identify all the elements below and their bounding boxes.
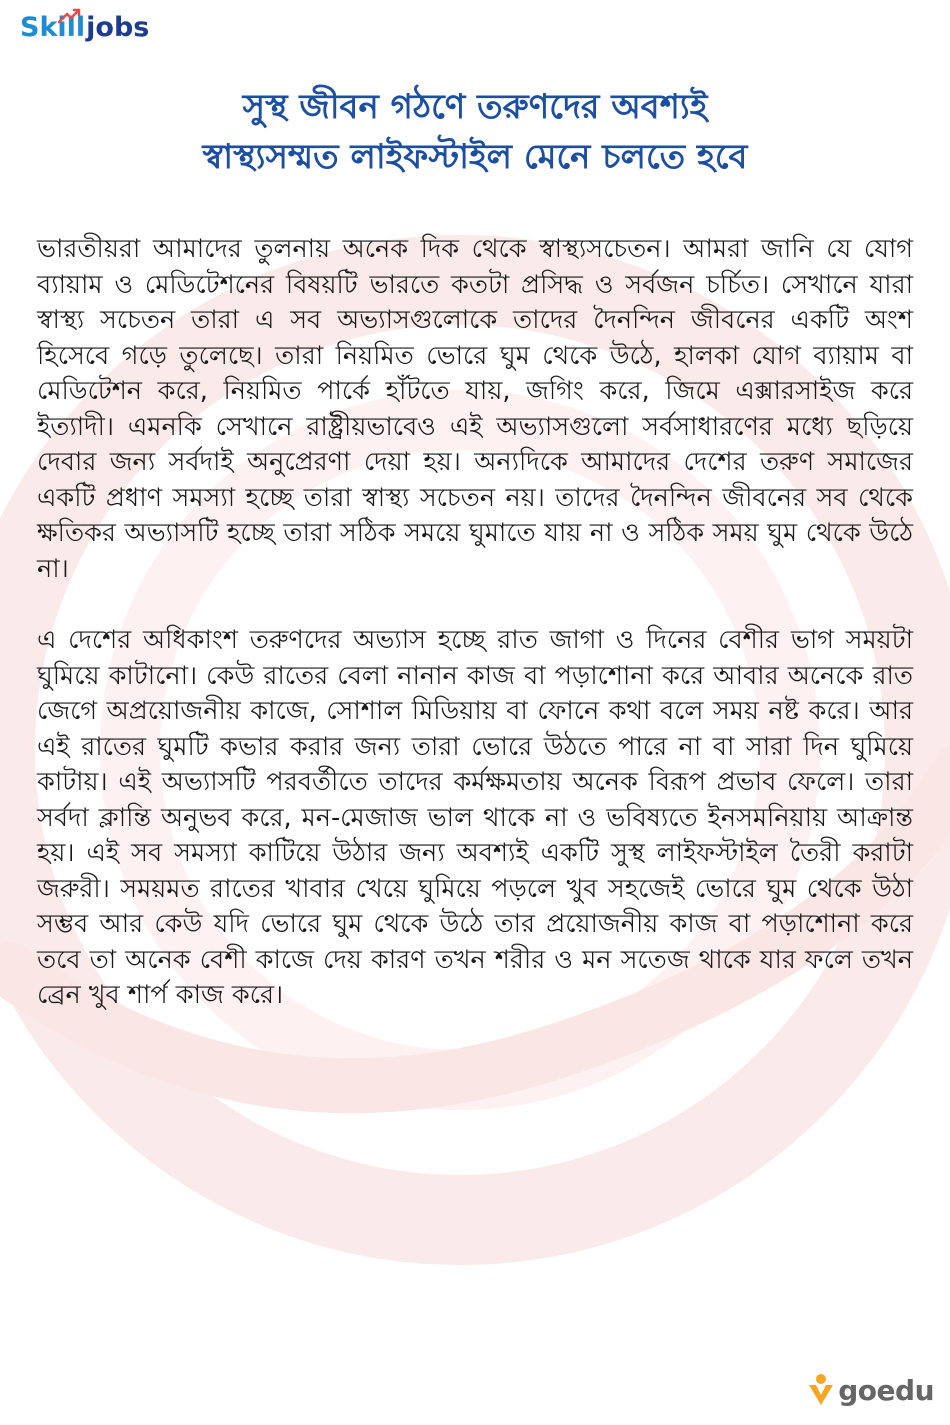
- paragraph-2: এ দেশের অধিকাংশ তরুণদের অভ্যাস হচ্ছে রাত জাগা ও দিনের বেশীর ভাগ সময়টা ঘুমিয়ে কাটানো। কেউ রাতের বেলা নানান কাজ বা পড়াশোনা করে আবার অনেকে রাত জেগে অপ্রয়োজনীয় কাজে, সোশাল মিডিয়ায় বা ফোনে কথা বলে সময় নষ্ট করে। আর এই রাতের ঘুমটি কভার করার জন্য তারা ভোরে উঠতে পারে না বা সারা দিন ঘুমিয়ে কাটায়। এই অভ্যাসটি পরবর্তীতে তাদের কর্মক্ষমতায় অনেক বিরূপ প্রভাব ফেলে। তারা সর্বদা ক্লান্তি অনুভব করে, মন-মেজাজ ভাল থাকে না ও ভবিষ্যতে ইনসমনিয়ায় আক্রান্ত হয়। এই সব সমস্যা কাটিয়ে উঠার জন্য অবশ্যই একটি সুস্থ লাইফস্টাইল তৈরী করাটা জরুরী। সময়মত রাতের খাবার খেয়ে ঘুমিয়ে পড়লে খুব সহজেই ভোরে ঘুম থেকে উঠা সম্ভব আর কেউ যদি ভোরে ঘুম থেকে উঠে তার প্রয়োজনীয় কাজ বা পড়াশোনা করে তবে তা অনেক বেশী কাজে দেয় কারণ তখন শরীর ও মন সতেজ থাকে যার ফলে তখন ব্রেন খুব শার্প কাজ করে।: [37, 625, 913, 1010]
- logo-text-jobs: jobs: [86, 12, 150, 43]
- article-body: [37, 232, 913, 1050]
- paragraph-1: ভারতীয়রা আমাদের তুলনায় অনেক দিক থেকে স্বাস্থ্যসচেতন। আমরা জানি যে যোগ ব্যায়াম ও মেডিটেশনের বিষয়টি ভারতে কতটা প্রসিদ্ধ ও সর্বজন চর্চিত। সেখানে যারা স্বাস্থ্য সচেতন তারা এ সব অভ্যাসগুলোকে তাদের দৈনন্দিন জীবনের একটি অংশ হিসেবে গড়ে তুলেছে। তারা নিয়মিত ভোরে ঘুম থেকে উঠে, হালকা যোগ ব্যায়াম বা মেডিটেশন করে, নিয়মিত পার্কে হাঁটতে যায়, জগিং করে, জিমে এক্সারসাইজ করে ইত্যাদী। এমনকি সেখানে রাষ্ট্রীয়ভাবেও এই অভ্যাসগুলো সর্বসাধারণের মধ্যে ছড়িয়ে দেবার জন্য সর্বদাই অনুপ্রেরণা দেয়া হয়। অন্যদিকে আমাদের দেশের তরুণ সমাজের একটি প্রধাণ সমস্যা হচ্ছে তারা স্বাস্থ্য সচেতন নয়। তাদের দৈনন্দিন জীবনের সব থেকে ক্ষতিকর অভ্যাসটি হচ্ছে তারা সঠিক সময়ে ঘুমাতে যায় না ও সঠিক সময় ঘুম থেকে উঠে না।: [37, 234, 913, 584]
- title-line-2: স্বাস্থ্যসম্মত লাইফস্টাইল মেনে চলতে হবে: [202, 137, 748, 177]
- goedu-logo: [806, 1373, 934, 1407]
- goedu-person-icon: [806, 1373, 836, 1407]
- goedu-logo-text: goedu: [838, 1373, 934, 1407]
- logo-text-skill: Skill: [20, 12, 86, 43]
- title-line-1: সুস্থ জীবন গঠণে তরুণদের অবশ্যই: [242, 87, 708, 127]
- skilljobs-logo: [20, 14, 149, 41]
- growth-arrow-icon: [57, 8, 81, 24]
- page-title: [40, 82, 910, 182]
